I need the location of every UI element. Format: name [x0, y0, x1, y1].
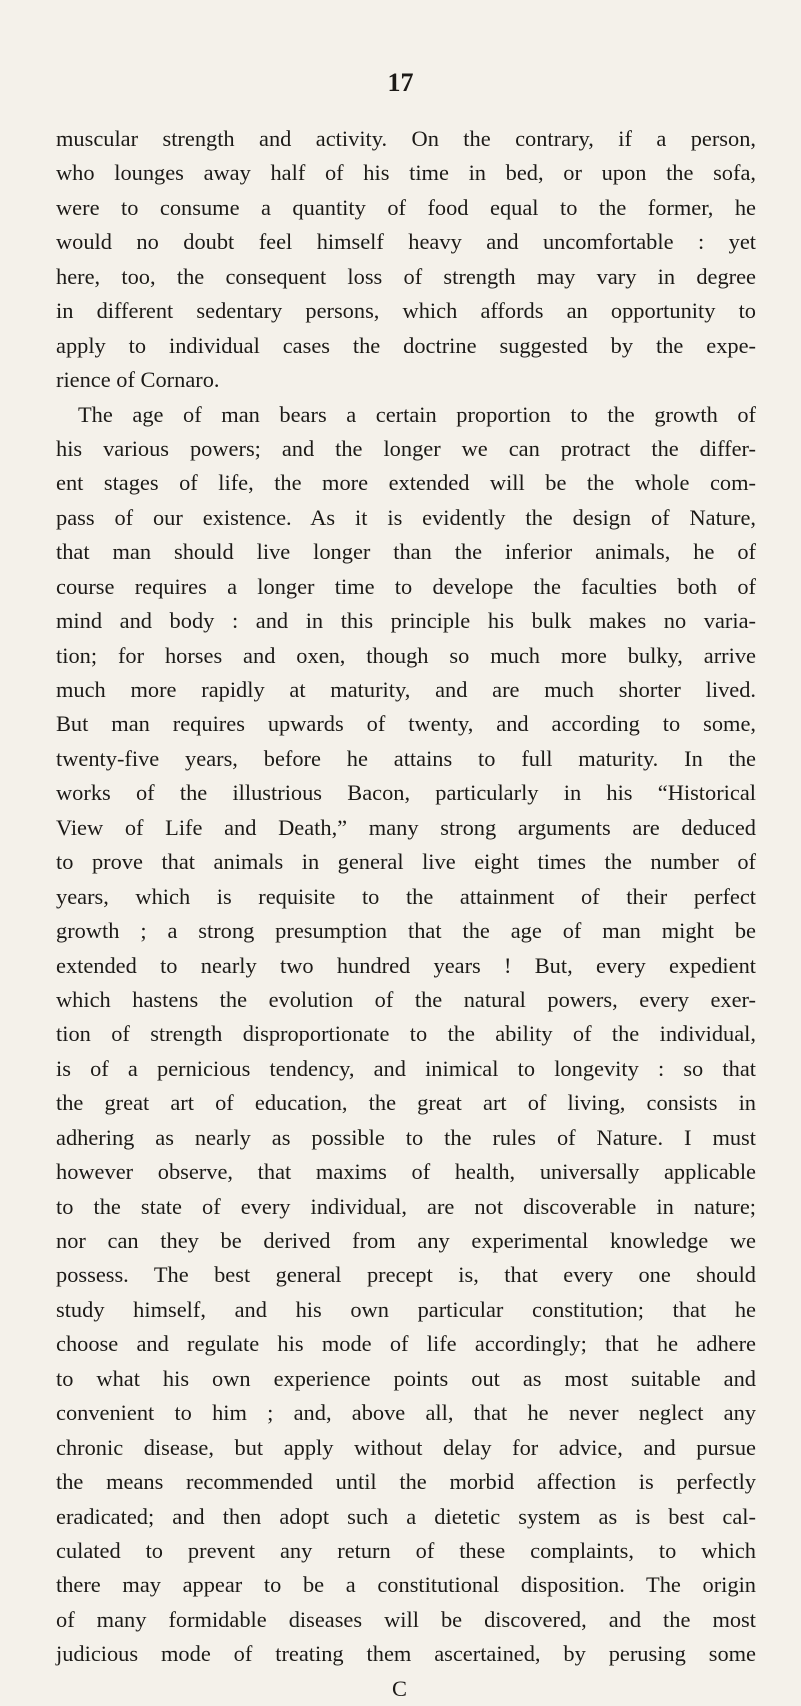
text-line: would no doubt feel himself heavy and uncomfortable : yet	[56, 229, 756, 255]
text-line: to what his own experience points out as most suitable and	[56, 1365, 756, 1391]
text-line: nor can they be derived from any experimental knowledge we	[56, 1228, 756, 1253]
text-line: his various powers; and the longer we can protract the differ-	[56, 435, 756, 461]
text-line: there may appear to be a constitutional disposition. The origin	[56, 1572, 756, 1598]
text-line: The age of man bears a certain proportion to the growth of	[78, 401, 756, 427]
text-line: rience of Cornaro.	[56, 367, 220, 393]
text-line: growth ; a strong presumption that the age of man might be	[56, 918, 756, 944]
text-line: study himself, and his own particular constitution; that he	[56, 1296, 756, 1322]
text-line: judicious mode of treating them ascertained, by perusing some	[56, 1641, 756, 1667]
text-line: ent stages of life, the more extended will be the whole com-	[56, 470, 756, 496]
text-line: culated to prevent any return of these complaints, to which	[56, 1537, 756, 1563]
text-line: here, too, the consequent loss of strength may vary in degree	[56, 263, 756, 289]
text-line: to the state of every individual, are not discoverable in nature;	[56, 1193, 756, 1219]
text-line: that man should live longer than the inferior animals, he of	[56, 539, 756, 565]
text-line: But man requires upwards of twenty, and according to some,	[56, 711, 756, 737]
text-line: apply to individual cases the doctrine suggested by the expe-	[56, 332, 756, 358]
text-line: who lounges away half of his time in bed, or upon the sofa,	[56, 160, 756, 186]
text-line: mind and body : and in this principle his bulk makes no varia-	[56, 608, 756, 634]
signature-mark: C	[392, 1675, 407, 1701]
text-line: adhering as nearly as possible to the rules of Nature. I must	[56, 1124, 756, 1150]
text-line: to prove that animals in general live eight times the number of	[56, 849, 756, 875]
body-text	[56, 122, 756, 1706]
text-line: course requires a longer time to develope the faculties both of	[56, 573, 756, 599]
page-number: 17	[387, 68, 414, 97]
text-line: convenient to him ; and, above all, that he never neglect any	[56, 1400, 756, 1426]
text-line: tion; for horses and oxen, though so much more bulky, arrive	[56, 642, 756, 668]
text-line: muscular strength and activity. On the contrary, if a person,	[56, 126, 756, 151]
text-line: which hastens the evolution of the natural powers, every exer-	[56, 986, 756, 1012]
text-line: chronic disease, but apply without delay for advice, and pursue	[56, 1434, 756, 1460]
text-line: were to consume a quantity of food equal to the former, he	[56, 194, 756, 220]
text-line: years, which is requisite to the attainment of their perfect	[56, 883, 756, 909]
text-line: possess. The best general precept is, that every one should	[56, 1262, 756, 1288]
text-line: extended to nearly two hundred years ! But, every expedient	[56, 952, 756, 978]
text-line: the great art of education, the great art of living, consists in	[56, 1090, 756, 1116]
text-line: View of Life and Death,” many strong arguments are deduced	[56, 814, 756, 840]
text-line: the means recommended until the morbid affection is perfectly	[56, 1469, 756, 1495]
text-line: of many formidable diseases will be discovered, and the most	[56, 1606, 756, 1632]
text-line: tion of strength disproportionate to the ability of the individual,	[56, 1021, 756, 1047]
text-line: much more rapidly at maturity, and are much shorter lived.	[56, 677, 756, 702]
text-line: pass of our existence. As it is evidently the design of Nature,	[56, 504, 756, 530]
text-line: is of a pernicious tendency, and inimical to longevity : so that	[56, 1055, 756, 1081]
text-line: in different sedentary persons, which affords an opportunity to	[56, 298, 756, 324]
text-line: eradicated; and then adopt such a dietetic system as is best cal-	[56, 1503, 756, 1529]
text-line: choose and regulate his mode of life accordingly; that he adhere	[56, 1331, 756, 1357]
text-line: twenty-five years, before he attains to full maturity. In the	[56, 745, 756, 771]
text-line: however observe, that maxims of health, universally applicable	[56, 1159, 756, 1185]
text-line: works of the illustrious Bacon, particularly in his “Historical	[56, 780, 756, 806]
